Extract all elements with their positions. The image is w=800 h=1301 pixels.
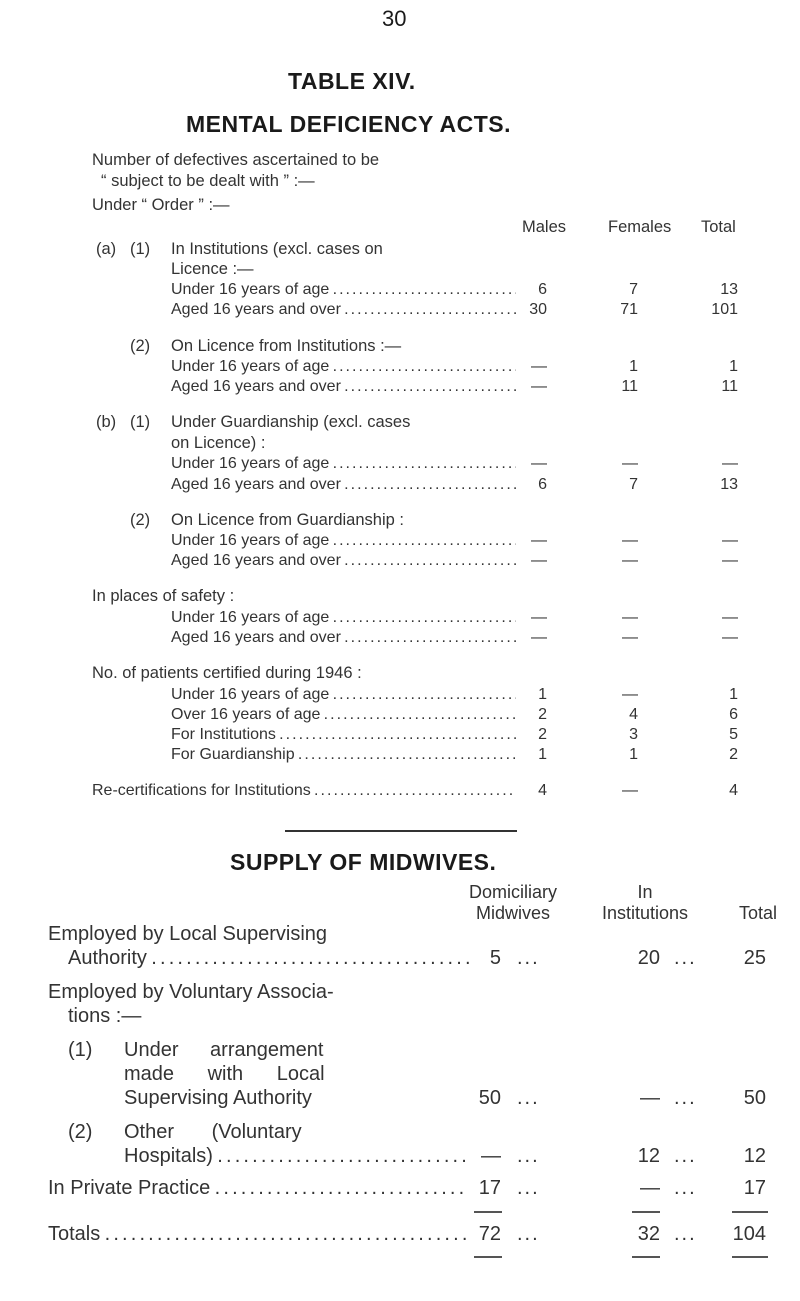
cell-domiciliary: 17	[478, 1177, 501, 1199]
cell-males: 4	[538, 782, 547, 799]
totals-row: Totals . . .	[48, 1223, 469, 1246]
safety-heading: In places of safety :	[92, 587, 235, 605]
b1-marker: (1)	[130, 413, 151, 431]
cell-total: 2	[729, 746, 738, 763]
a1-heading-1: In Institutions (excl. cases on	[171, 240, 383, 258]
v1-line-1: Under arrangement	[124, 1039, 324, 1061]
table-row: Under 16 years of age . . .	[171, 358, 516, 376]
cell-females: 3	[629, 726, 638, 743]
cell-males: —	[531, 378, 547, 395]
section-a-marker: (a)	[96, 240, 117, 258]
v1-line-3: Supervising Authority	[124, 1087, 312, 1109]
lsa-line-1: Employed by Local Supervising	[48, 923, 328, 945]
cell-total: 6	[729, 706, 738, 723]
v2-marker: (2)	[68, 1121, 93, 1143]
cell-total: —	[722, 609, 738, 626]
cell-institutions-total: 32	[637, 1223, 660, 1245]
cell-females: 1	[629, 358, 638, 375]
header-males: Males	[522, 218, 567, 236]
separator-dots: ...	[517, 1177, 540, 1199]
total-rule	[632, 1211, 660, 1213]
table-row: Re-certifications for Institutions . . .	[92, 782, 516, 800]
header-midwives: Midwives	[475, 903, 550, 923]
cell-females: —	[622, 629, 638, 646]
total-rule	[632, 1256, 660, 1258]
cell-females: 11	[621, 378, 638, 395]
cell-males: 6	[538, 476, 547, 493]
cell-males: 2	[538, 726, 547, 743]
voluntary-line-2: tions :—	[68, 1005, 142, 1027]
total-rule	[474, 1211, 502, 1213]
table-row: For Institutions . . .	[171, 726, 516, 744]
cell-grand-total: 104	[732, 1223, 766, 1245]
a1-marker: (1)	[130, 240, 151, 258]
table-row: Aged 16 years and over . . .	[171, 552, 516, 570]
section-title: MENTAL DEFICIENCY ACTS.	[186, 111, 511, 137]
cell-domiciliary: 5	[489, 947, 501, 969]
cell-females: —	[622, 609, 638, 626]
cell-males: —	[531, 552, 547, 569]
cell-total: —	[722, 532, 738, 549]
header-domiciliary: Domiciliary	[468, 882, 557, 902]
table-row: Over 16 years of age . . .	[171, 706, 516, 724]
section-divider	[285, 830, 517, 832]
cell-males: 6	[538, 281, 547, 298]
cell-total: 13	[720, 476, 738, 493]
separator-dots: ...	[674, 1145, 697, 1167]
table-row: For Guardianship . . .	[171, 746, 516, 764]
total-rule	[732, 1211, 768, 1213]
cell-total: —	[722, 629, 738, 646]
intro-line-2: “ subject to be dealt with ” :—	[101, 172, 315, 190]
cell-total: 5	[729, 726, 738, 743]
table-row: Under 16 years of age . . .	[171, 686, 516, 704]
cell-males: 2	[538, 706, 547, 723]
separator-dots: ...	[517, 947, 540, 969]
separator-dots: ...	[674, 947, 697, 969]
cell-domiciliary: —	[481, 1145, 501, 1167]
table-row: Under 16 years of age . . .	[171, 609, 516, 627]
b1-heading-1: Under Guardianship (excl. cases	[171, 413, 411, 431]
cell-total: 1	[729, 686, 738, 703]
cell-females: —	[622, 455, 638, 472]
header-in: In	[637, 882, 653, 902]
separator-dots: ...	[517, 1145, 540, 1167]
cell-females: —	[622, 552, 638, 569]
cell-females: 71	[620, 301, 638, 318]
b2-marker: (2)	[130, 511, 151, 529]
certified-heading: No. of patients certified during 1946 :	[92, 664, 362, 682]
cell-males: —	[531, 629, 547, 646]
intro-line-1: Number of defectives ascertained to be	[92, 151, 380, 169]
table-row: In Private Practice . . .	[48, 1177, 469, 1200]
v1-line-2: made with Local	[124, 1063, 325, 1085]
under-order-heading: Under “ Order ” :—	[92, 196, 230, 214]
table-row: Under 16 years of age . . .	[171, 455, 516, 473]
table-row: Under 16 years of age . . .	[171, 532, 516, 550]
separator-dots: ...	[517, 1223, 540, 1245]
cell-males: —	[531, 609, 547, 626]
v2-line-1: Other (Voluntary	[124, 1121, 302, 1143]
separator-dots: ...	[674, 1177, 697, 1199]
cell-females: —	[622, 686, 638, 703]
cell-males: 1	[538, 686, 547, 703]
cell-total: 1	[729, 358, 738, 375]
a2-heading: On Licence from Institutions :—	[171, 337, 402, 355]
separator-dots: ...	[674, 1223, 697, 1245]
cell-males: —	[531, 358, 547, 375]
cell-institutions: —	[640, 1177, 660, 1199]
cell-total: 17	[743, 1177, 766, 1199]
cell-males: 1	[538, 746, 547, 763]
v1-marker: (1)	[68, 1039, 93, 1061]
b2-heading: On Licence from Guardianship :	[171, 511, 404, 529]
cell-total: 11	[721, 378, 738, 395]
header-total: Total	[701, 218, 736, 236]
voluntary-line-1: Employed by Voluntary Associa-	[48, 981, 334, 1003]
separator-dots: ...	[517, 1087, 540, 1109]
separator-dots: ...	[674, 1087, 697, 1109]
table-row: Under 16 years of age . . .	[171, 281, 516, 299]
cell-institutions: —	[640, 1087, 660, 1109]
cell-females: 7	[629, 476, 638, 493]
cell-total: 50	[743, 1087, 766, 1109]
table-row: Aged 16 years and over . . .	[171, 476, 516, 494]
total-rule	[474, 1256, 502, 1258]
a1-heading-2: Licence :—	[171, 260, 254, 278]
cell-total: 12	[743, 1145, 766, 1167]
cell-males: —	[531, 532, 547, 549]
cell-females: —	[622, 532, 638, 549]
cell-domiciliary: 50	[478, 1087, 501, 1109]
supply-title: SUPPLY OF MIDWIVES.	[230, 849, 497, 875]
cell-total: 25	[743, 947, 766, 969]
a2-marker: (2)	[130, 337, 151, 355]
cell-males: —	[531, 455, 547, 472]
table-row: Aged 16 years and over . . .	[171, 378, 516, 396]
cell-total: 101	[711, 301, 738, 318]
cell-females: 1	[629, 746, 638, 763]
cell-institutions: 20	[637, 947, 660, 969]
table-title: TABLE XIV.	[288, 68, 416, 94]
total-rule	[732, 1256, 768, 1258]
table-row: Aged 16 years and over . . .	[171, 629, 516, 647]
table-row: Hospitals) . . .	[124, 1145, 469, 1168]
page-number: 30	[382, 6, 407, 31]
cell-males: 30	[529, 301, 547, 318]
cell-institutions: 12	[637, 1145, 660, 1167]
cell-total: —	[722, 455, 738, 472]
cell-females: —	[622, 782, 638, 799]
section-b-marker: (b)	[96, 413, 117, 431]
header-institutions: Institutions	[601, 903, 689, 923]
cell-females: 7	[629, 281, 638, 298]
cell-females: 4	[629, 706, 638, 723]
table-row: Authority . . .	[68, 947, 470, 970]
cell-total: —	[722, 552, 738, 569]
cell-total: 13	[720, 281, 738, 298]
cell-total: 4	[729, 782, 738, 799]
cell-domiciliary-total: 72	[478, 1223, 501, 1245]
header-females: Females	[608, 218, 672, 236]
b1-heading-2: on Licence) :	[171, 434, 266, 452]
table-row: Aged 16 years and over . . .	[171, 301, 516, 319]
header-total-midwives: Total	[738, 903, 778, 923]
